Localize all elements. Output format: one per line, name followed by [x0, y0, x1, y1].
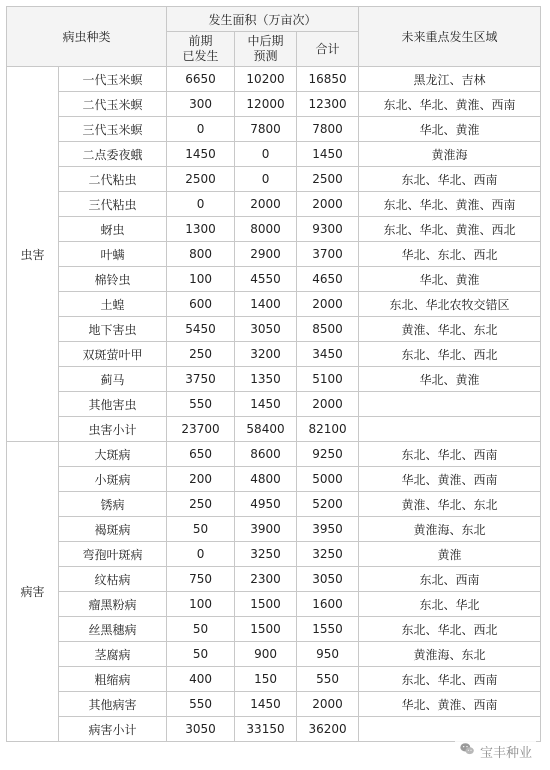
region-cell: 东北、华北农牧交错区	[359, 292, 541, 317]
species-cell: 二点委夜蛾	[59, 142, 167, 167]
table-row	[7, 367, 541, 392]
prior-cell: 550	[167, 392, 235, 417]
table-row	[7, 317, 541, 342]
table-body	[7, 67, 541, 742]
table-row	[7, 692, 541, 717]
species-cell: 三代粘虫	[59, 192, 167, 217]
region-cell: 东北、西南	[359, 567, 541, 592]
prior-cell: 5450	[167, 317, 235, 342]
region-cell: 黄淮、华北、东北	[359, 317, 541, 342]
watermark	[455, 740, 536, 762]
watermark-text: 宝丰种业	[479, 745, 532, 761]
table-row	[7, 492, 541, 517]
forecast-cell: 33150	[235, 717, 297, 742]
table-row	[7, 267, 541, 292]
table-row	[7, 117, 541, 142]
species-cell: 二代玉米螟	[59, 92, 167, 117]
total-cell: 2000	[297, 692, 359, 717]
total-cell: 3050	[297, 567, 359, 592]
total-cell: 550	[297, 667, 359, 692]
total-cell: 12300	[297, 92, 359, 117]
table-frame	[6, 6, 540, 742]
total-cell: 3250	[297, 542, 359, 567]
prior-cell: 50	[167, 517, 235, 542]
region-cell: 黑龙江、吉林	[359, 67, 541, 92]
forecast-cell: 3900	[235, 517, 297, 542]
total-cell: 1600	[297, 592, 359, 617]
header-total: 合计	[297, 32, 359, 67]
forecast-cell: 58400	[235, 417, 297, 442]
forecast-cell: 4950	[235, 492, 297, 517]
species-cell: 土蝗	[59, 292, 167, 317]
prior-cell: 50	[167, 642, 235, 667]
forecast-cell: 900	[235, 642, 297, 667]
species-cell: 茎腐病	[59, 642, 167, 667]
forecast-cell: 150	[235, 667, 297, 692]
forecast-cell: 4800	[235, 467, 297, 492]
total-cell: 3700	[297, 242, 359, 267]
species-cell: 病害小计	[59, 717, 167, 742]
total-cell: 2000	[297, 392, 359, 417]
species-cell: 棉铃虫	[59, 267, 167, 292]
prior-cell: 50	[167, 617, 235, 642]
prior-cell: 750	[167, 567, 235, 592]
table-row	[7, 442, 541, 467]
total-cell: 4650	[297, 267, 359, 292]
table-row	[7, 642, 541, 667]
prior-cell: 1300	[167, 217, 235, 242]
forecast-cell: 2300	[235, 567, 297, 592]
region-cell	[359, 717, 541, 742]
forecast-cell: 3200	[235, 342, 297, 367]
species-cell: 蚜虫	[59, 217, 167, 242]
prior-cell: 100	[167, 592, 235, 617]
table-row	[7, 142, 541, 167]
prior-cell: 6650	[167, 67, 235, 92]
table-row	[7, 292, 541, 317]
forecast-cell: 3050	[235, 317, 297, 342]
forecast-cell: 1400	[235, 292, 297, 317]
region-cell: 黄淮	[359, 542, 541, 567]
total-cell: 3450	[297, 342, 359, 367]
table-row	[7, 342, 541, 367]
prior-cell: 650	[167, 442, 235, 467]
prior-cell: 2500	[167, 167, 235, 192]
species-cell: 二代粘虫	[59, 167, 167, 192]
wechat-icon	[459, 741, 475, 761]
table-row	[7, 67, 541, 92]
prior-cell: 200	[167, 467, 235, 492]
table-row	[7, 192, 541, 217]
forecast-cell: 12000	[235, 92, 297, 117]
species-cell: 蓟马	[59, 367, 167, 392]
species-cell: 一代玉米螟	[59, 67, 167, 92]
forecast-cell: 1450	[235, 392, 297, 417]
table-row	[7, 667, 541, 692]
region-cell	[359, 417, 541, 442]
table-row	[7, 242, 541, 267]
forecast-cell: 0	[235, 167, 297, 192]
species-cell: 纹枯病	[59, 567, 167, 592]
region-cell: 黄淮海、东北	[359, 642, 541, 667]
prior-cell: 400	[167, 667, 235, 692]
table-row	[7, 542, 541, 567]
species-cell: 褐斑病	[59, 517, 167, 542]
total-cell: 950	[297, 642, 359, 667]
species-cell: 粗缩病	[59, 667, 167, 692]
species-cell: 三代玉米螟	[59, 117, 167, 142]
forecast-cell: 3250	[235, 542, 297, 567]
region-cell: 东北、华北、黄淮、西南	[359, 192, 541, 217]
table-row	[7, 167, 541, 192]
group-label: 病害	[7, 442, 59, 742]
total-cell: 82100	[297, 417, 359, 442]
total-cell: 5000	[297, 467, 359, 492]
species-cell: 叶螨	[59, 242, 167, 267]
region-cell: 东北、华北、西南	[359, 667, 541, 692]
group-label: 虫害	[7, 67, 59, 442]
total-cell: 7800	[297, 117, 359, 142]
forecast-cell: 1500	[235, 592, 297, 617]
region-cell: 东北、华北、西北	[359, 342, 541, 367]
region-cell	[359, 392, 541, 417]
region-cell: 东北、华北、西北	[359, 617, 541, 642]
region-cell: 黄淮海	[359, 142, 541, 167]
species-cell: 双斑萤叶甲	[59, 342, 167, 367]
total-cell: 2000	[297, 292, 359, 317]
total-cell: 36200	[297, 717, 359, 742]
species-cell: 瘤黑粉病	[59, 592, 167, 617]
prior-cell: 0	[167, 117, 235, 142]
forecast-cell: 8600	[235, 442, 297, 467]
total-cell: 5200	[297, 492, 359, 517]
table-row	[7, 617, 541, 642]
prior-cell: 23700	[167, 417, 235, 442]
table-row	[7, 217, 541, 242]
header-prior: 前期 已发生	[167, 32, 235, 67]
forecast-cell: 4550	[235, 267, 297, 292]
prior-cell: 3050	[167, 717, 235, 742]
header-species: 病虫种类	[7, 7, 167, 67]
header-region: 未来重点发生区域	[359, 7, 541, 67]
table-row	[7, 567, 541, 592]
species-cell: 虫害小计	[59, 417, 167, 442]
region-cell: 华北、东北、西北	[359, 242, 541, 267]
total-cell: 9300	[297, 217, 359, 242]
prior-cell: 100	[167, 267, 235, 292]
species-cell: 其他病害	[59, 692, 167, 717]
total-cell: 1450	[297, 142, 359, 167]
forecast-cell: 10200	[235, 67, 297, 92]
prior-cell: 300	[167, 92, 235, 117]
prior-cell: 800	[167, 242, 235, 267]
forecast-cell: 1450	[235, 692, 297, 717]
forecast-cell: 7800	[235, 117, 297, 142]
forecast-cell: 2900	[235, 242, 297, 267]
prior-cell: 550	[167, 692, 235, 717]
species-cell: 弯孢叶斑病	[59, 542, 167, 567]
prior-cell: 3750	[167, 367, 235, 392]
table-row	[7, 592, 541, 617]
region-cell: 华北、黄淮	[359, 117, 541, 142]
table-row	[7, 392, 541, 417]
species-cell: 大斑病	[59, 442, 167, 467]
forecast-cell: 1350	[235, 367, 297, 392]
table-row	[7, 717, 541, 742]
region-cell: 华北、黄淮、西南	[359, 467, 541, 492]
prior-cell: 250	[167, 492, 235, 517]
prior-cell: 600	[167, 292, 235, 317]
total-cell: 3950	[297, 517, 359, 542]
prior-cell: 0	[167, 192, 235, 217]
region-cell: 华北、黄淮、西南	[359, 692, 541, 717]
total-cell: 5100	[297, 367, 359, 392]
region-cell: 东北、华北、黄淮、西北	[359, 217, 541, 242]
region-cell: 东北、华北、西南	[359, 442, 541, 467]
total-cell: 1550	[297, 617, 359, 642]
total-cell: 2000	[297, 192, 359, 217]
total-cell: 8500	[297, 317, 359, 342]
table-row	[7, 467, 541, 492]
total-cell: 9250	[297, 442, 359, 467]
total-cell: 16850	[297, 67, 359, 92]
prior-cell: 0	[167, 542, 235, 567]
prior-cell: 1450	[167, 142, 235, 167]
region-cell: 黄淮海、东北	[359, 517, 541, 542]
region-cell: 黄淮、华北、东北	[359, 492, 541, 517]
species-cell: 地下害虫	[59, 317, 167, 342]
species-cell: 锈病	[59, 492, 167, 517]
forecast-cell: 2000	[235, 192, 297, 217]
species-cell: 小斑病	[59, 467, 167, 492]
header-forecast: 中后期 预测	[235, 32, 297, 67]
region-cell: 华北、黄淮	[359, 367, 541, 392]
header-area: 发生面积（万亩次）	[167, 7, 359, 32]
region-cell: 东北、华北、西南	[359, 167, 541, 192]
table-row	[7, 92, 541, 117]
species-cell: 其他害虫	[59, 392, 167, 417]
species-cell: 丝黑穗病	[59, 617, 167, 642]
prior-cell: 250	[167, 342, 235, 367]
forecast-cell: 8000	[235, 217, 297, 242]
pest-forecast-table	[6, 6, 541, 742]
region-cell: 华北、黄淮	[359, 267, 541, 292]
total-cell: 2500	[297, 167, 359, 192]
table-row	[7, 417, 541, 442]
table-row	[7, 517, 541, 542]
forecast-cell: 0	[235, 142, 297, 167]
region-cell: 东北、华北、黄淮、西南	[359, 92, 541, 117]
forecast-cell: 1500	[235, 617, 297, 642]
region-cell: 东北、华北	[359, 592, 541, 617]
